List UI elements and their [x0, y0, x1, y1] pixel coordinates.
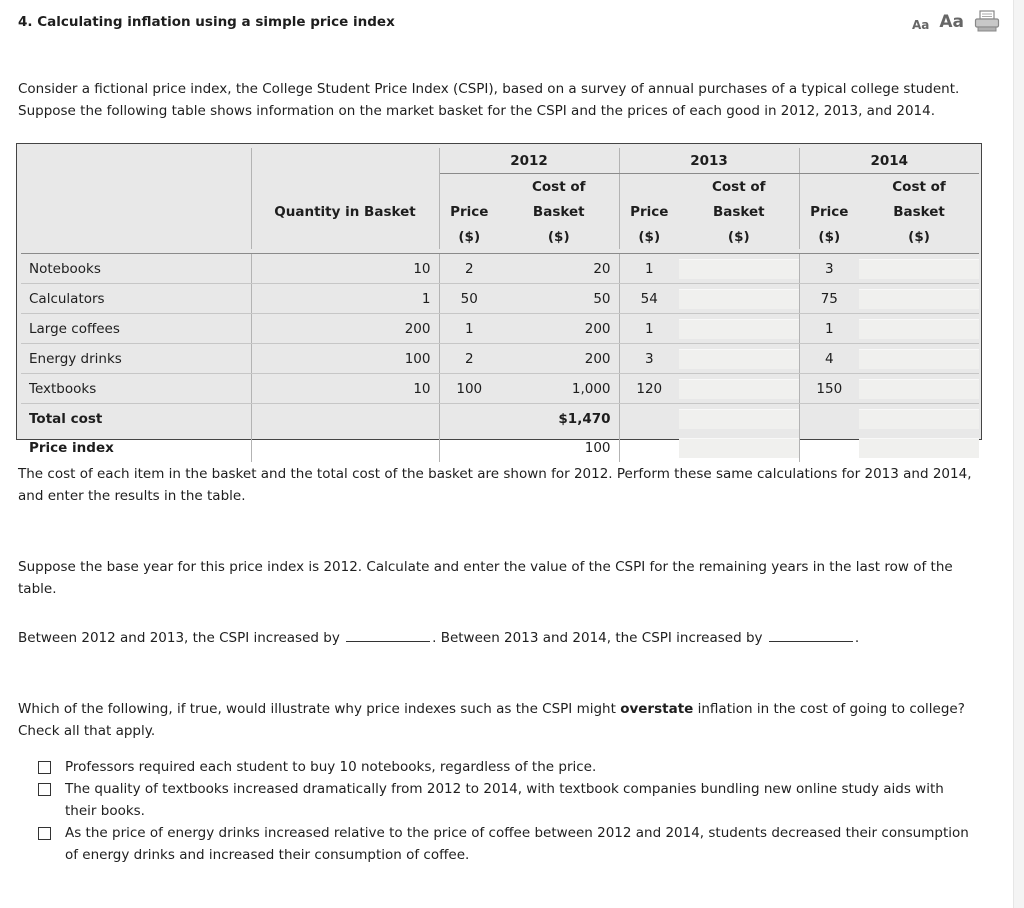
option-label: As the price of energy drinks increased relative to the price of coffee between 2012 and 2014, students decreased their consumption of energy drinks and increased their consumption of coffee.: [65, 825, 969, 863]
quantity-header: Quantity in Basket: [251, 199, 439, 224]
year-header-2014: 2014: [799, 148, 979, 174]
price-header: Price: [810, 203, 849, 220]
option-substitution[interactable]: [38, 822, 978, 866]
item-name: Energy drinks: [21, 344, 251, 374]
table-row: [21, 374, 979, 404]
total-cost-2012: $1,470: [499, 404, 619, 434]
year-header-2013: 2013: [619, 148, 799, 174]
quantity-cell: 200: [251, 314, 439, 344]
price-2014-cell: 150: [799, 374, 859, 404]
price-2013-cell: 1: [619, 254, 679, 284]
cost-header: Cost of: [679, 174, 799, 200]
price-index-2014-input[interactable]: [859, 438, 979, 458]
item-name: Calculators: [21, 284, 251, 314]
basket-table: [21, 148, 979, 462]
text-size-large-button[interactable]: Aa: [939, 12, 964, 32]
cost-2014-input[interactable]: [859, 379, 979, 399]
item-name: Notebooks: [21, 254, 251, 284]
cost-2013-input[interactable]: [679, 379, 799, 399]
price-2012-cell: 50: [439, 284, 499, 314]
total-cost-2014-input[interactable]: [859, 409, 979, 429]
cost-2012-cell: 50: [499, 284, 619, 314]
cost-unit: ($): [679, 224, 799, 249]
price-2012-cell: 2: [439, 254, 499, 284]
price-unit: ($): [458, 228, 481, 245]
checkbox[interactable]: [38, 761, 51, 774]
question-text-before: Which of the following, if true, would illustrate why price indexes such as the CSPI might: [18, 701, 616, 717]
price-2014-cell: 4: [799, 344, 859, 374]
table-row: [21, 284, 979, 314]
costs-instructions: The cost of each item in the basket and the total cost of the basket are shown for 2012. Perform these same calculations for 2013 and 2014, and enter the results in the table.: [18, 466, 972, 504]
increase-2012-2013-blank[interactable]: [346, 627, 430, 642]
quantity-cell: 10: [251, 374, 439, 404]
table-row: [21, 344, 979, 374]
total-row: [21, 404, 979, 434]
base-year-instructions: Suppose the base year for this price index is 2012. Calculate and enter the value of the CSPI for the remaining years in the last row of the table.: [18, 559, 953, 597]
increase-sentence: [18, 627, 993, 649]
text-size-small-button[interactable]: Aa: [911, 18, 930, 32]
overstate-question: [18, 698, 993, 742]
basket-table-container: [16, 143, 982, 456]
checkbox[interactable]: [38, 783, 51, 796]
price-2014-cell: 1: [799, 314, 859, 344]
options-list: [38, 756, 978, 866]
increase-2013-2014-blank[interactable]: [769, 627, 853, 642]
price-2012-cell: 1: [439, 314, 499, 344]
price-unit: ($): [638, 228, 661, 245]
cost-2012-cell: 20: [499, 254, 619, 284]
price-2013-cell: 1: [619, 314, 679, 344]
intro-paragraph: Consider a fictional price index, the College Student Price Index (CSPI), based on a survey of annual purchases of a typical college student. Suppose the following table shows information on the market basket for the CSPI and the prices of each good in 2012, 2013, and 2014.: [18, 81, 960, 119]
option-label: The quality of textbooks increased dramatically from 2012 to 2014, with textbook companies bundling new online study aids with their books.: [65, 781, 944, 819]
price-2012-cell: 100: [439, 374, 499, 404]
cost-2012-cell: 200: [499, 344, 619, 374]
option-label: Professors required each student to buy 10 notebooks, regardless of the price.: [65, 759, 597, 775]
question-text-after: inflation in the cost of going to college? Check all that apply.: [18, 701, 965, 739]
cost-2013-input[interactable]: [679, 319, 799, 339]
cost-header: Basket: [499, 199, 619, 224]
cost-2014-input[interactable]: [859, 349, 979, 369]
table-row: [21, 314, 979, 344]
toolbar: [912, 10, 1000, 32]
total-cost-2013-input[interactable]: [679, 409, 799, 429]
checkbox[interactable]: [38, 827, 51, 840]
option-notebooks[interactable]: [38, 756, 978, 778]
price-2012-cell: 2: [439, 344, 499, 374]
cost-2013-input[interactable]: [679, 289, 799, 309]
print-icon[interactable]: [974, 10, 1000, 32]
index-row: [21, 433, 979, 462]
price-index-label: Price index: [21, 433, 251, 462]
quantity-cell: 100: [251, 344, 439, 374]
cost-2012-cell: 200: [499, 314, 619, 344]
cost-2014-input[interactable]: [859, 319, 979, 339]
price-2013-cell: 54: [619, 284, 679, 314]
scrollbar[interactable]: [1013, 0, 1024, 908]
increase-text-2: . Between 2013 and 2014, the CSPI increased by: [432, 630, 763, 646]
increase-text-3: .: [854, 630, 860, 646]
price-2014-cell: 3: [799, 254, 859, 284]
question-title: 4. Calculating inflation using a simple price index: [18, 14, 395, 30]
question-emphasis: overstate: [620, 701, 694, 717]
cost-header: Cost of: [892, 178, 946, 195]
quantity-cell: 1: [251, 284, 439, 314]
table-row: [21, 254, 979, 284]
price-2013-cell: 120: [619, 374, 679, 404]
cost-header: Basket: [679, 199, 799, 224]
cost-unit: ($): [499, 224, 619, 249]
price-unit: ($): [818, 228, 841, 245]
option-textbook-quality[interactable]: [38, 778, 978, 822]
price-index-2013-input[interactable]: [679, 438, 799, 458]
quantity-cell: 10: [251, 254, 439, 284]
cost-2013-input[interactable]: [679, 349, 799, 369]
cost-unit: ($): [908, 228, 930, 245]
total-cost-label: Total cost: [21, 404, 251, 434]
increase-text-1: Between 2012 and 2013, the CSPI increased by: [18, 630, 340, 646]
price-header: Price: [630, 203, 669, 220]
year-header-2012: 2012: [439, 148, 619, 174]
cost-2013-input[interactable]: [679, 259, 799, 279]
cost-2014-input[interactable]: [859, 259, 979, 279]
item-name: Textbooks: [21, 374, 251, 404]
cost-header: Basket: [893, 203, 945, 220]
price-index-2012: 100: [499, 433, 619, 462]
item-name: Large coffees: [21, 314, 251, 344]
price-header: Price: [450, 203, 489, 220]
price-2013-cell: 3: [619, 344, 679, 374]
cost-2014-input[interactable]: [859, 289, 979, 309]
price-2014-cell: 75: [799, 284, 859, 314]
cost-2012-cell: 1,000: [499, 374, 619, 404]
cost-header: Cost of: [499, 174, 619, 200]
